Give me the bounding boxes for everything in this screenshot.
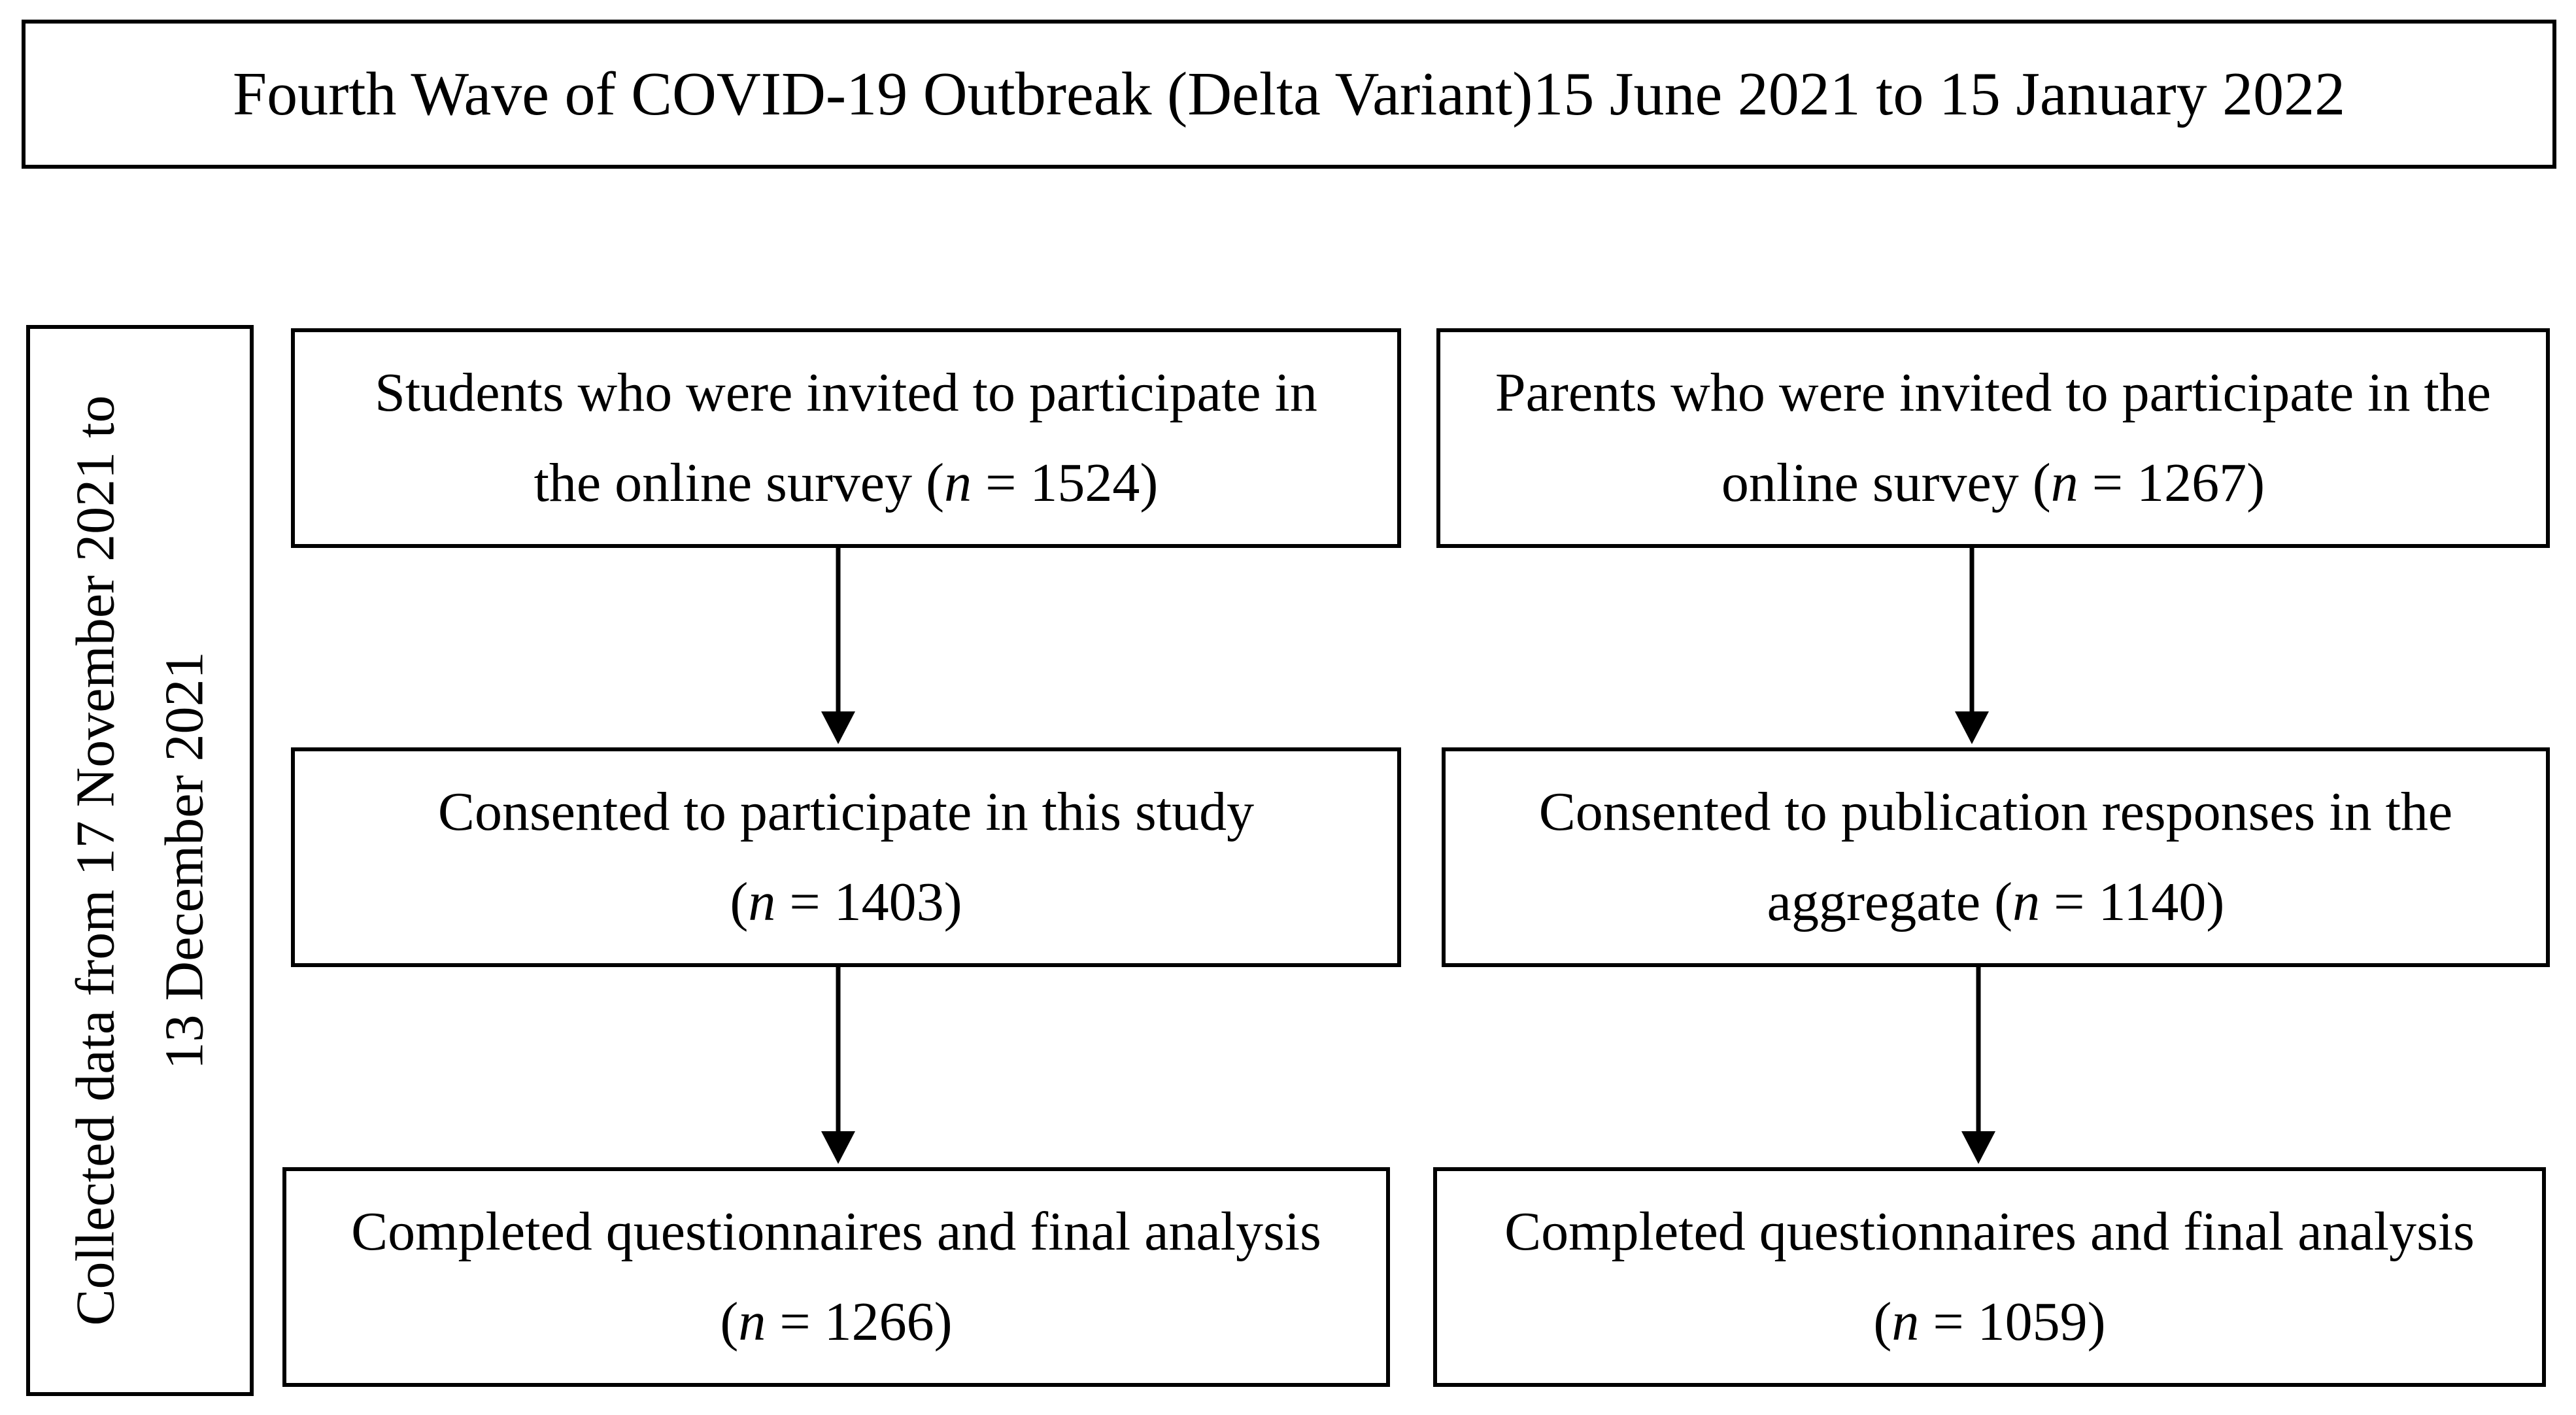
- parents-invited-prefix: online survey (: [1721, 452, 2051, 513]
- parents-invited-count: = 1267): [2078, 452, 2265, 513]
- collection-period-line-2: 13 December 2021: [154, 651, 214, 1070]
- students-consented-count: = 1403): [775, 872, 962, 932]
- students-completed-count: = 1266): [766, 1291, 953, 1352]
- parents-completed-line-2: [1873, 1277, 2105, 1367]
- students-completed-line-1: Completed questionnaires and final analysis: [351, 1201, 1321, 1262]
- arrow-parents-invited-to-consented: [1955, 548, 1989, 744]
- students-invited-line-2: [534, 438, 1159, 528]
- n-symbol: n: [944, 452, 972, 513]
- arrow-students-invited-to-consented: [821, 548, 855, 744]
- students-invited-count: = 1524): [972, 452, 1159, 513]
- n-symbol: n: [2050, 452, 2078, 513]
- parents-consented-line-1: Consented to publication responses in the: [1538, 781, 2453, 842]
- arrow-parents-consented-to-completed: [1961, 967, 1995, 1164]
- title-text: Fourth Wave of COVID-19 Outbreak (Delta Variant)15 June 2021 to 15 January 2022: [232, 60, 2346, 128]
- parents-invited-line-1: Parents who were invited to participate in the: [1495, 362, 2492, 423]
- parents-invited-box: [1436, 328, 2550, 548]
- students-completed-line-2: [720, 1277, 952, 1367]
- n-symbol: n: [1891, 1291, 1920, 1352]
- arrow-students-consented-to-completed: [821, 967, 855, 1164]
- title-box: [22, 20, 2556, 169]
- parents-consented-box: [1442, 747, 2550, 967]
- students-invited-box: [291, 328, 1401, 548]
- parents-completed-count: = 1059): [1919, 1291, 2106, 1352]
- collection-period-box: [26, 325, 254, 1396]
- students-consented-line-1: Consented to participate in this study: [437, 781, 1255, 842]
- students-completed-prefix: (: [720, 1291, 739, 1352]
- parents-invited-line-2: [1721, 438, 2265, 528]
- students-consented-prefix: (: [730, 872, 749, 932]
- parents-completed-line-1: Completed questionnaires and final analysis: [1504, 1201, 2475, 1262]
- students-invited-prefix: the online survey (: [534, 452, 945, 513]
- students-consented-box: [291, 747, 1401, 967]
- students-invited-line-1: Students who were invited to participate in: [375, 362, 1317, 423]
- collection-period-label: [51, 396, 229, 1326]
- parents-completed-box: [1433, 1167, 2546, 1387]
- students-consented-line-2: [730, 857, 962, 947]
- parents-consented-line-2: [1767, 857, 2225, 947]
- n-symbol: n: [748, 872, 776, 932]
- parents-consented-prefix: aggregate (: [1767, 872, 2013, 932]
- parents-completed-prefix: (: [1873, 1291, 1892, 1352]
- collection-period-line-1: Collected data from 17 November 2021 to: [65, 395, 126, 1326]
- students-completed-box: [282, 1167, 1390, 1387]
- n-symbol: n: [738, 1291, 766, 1352]
- parents-consented-count: = 1140): [2040, 872, 2225, 932]
- n-symbol: n: [2012, 872, 2041, 932]
